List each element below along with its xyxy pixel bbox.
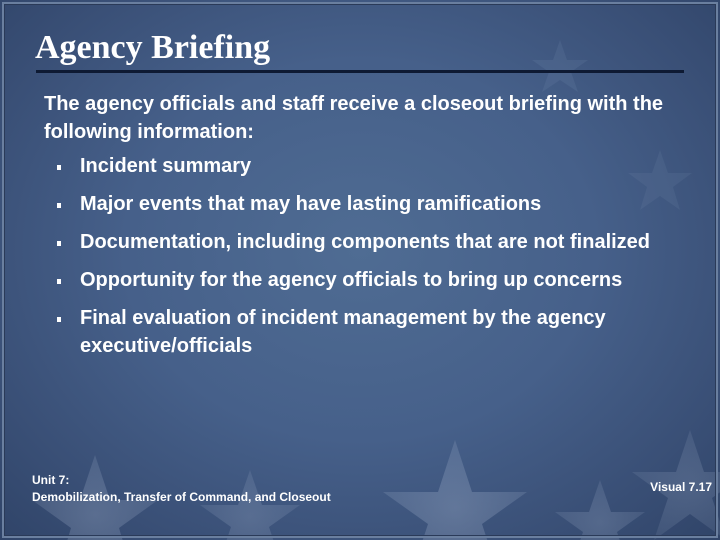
footer-unit-title: Demobilization, Transfer of Command, and Closeout: [32, 490, 331, 504]
star-icon: [555, 480, 645, 540]
star-icon: [383, 440, 527, 540]
bullet-text: Documentation, including components that are not finalized: [80, 231, 651, 253]
bullet-text: Final evaluation of incident management by the agency executive/officials: [80, 307, 606, 357]
bullet-item: [44, 228, 684, 256]
bullet-list: [44, 152, 684, 370]
intro-text: The agency officials and staff receive a closeout briefing with the following information:: [44, 93, 664, 143]
bullet-marker-icon: [57, 317, 61, 322]
bullet-text: Major events that may have lasting ramifications: [80, 193, 542, 215]
bullet-item: [44, 266, 684, 294]
bullet-item: [44, 190, 684, 218]
bullet-marker-icon: [57, 165, 61, 170]
footer-visual-number: Visual 7.17: [650, 480, 712, 494]
bullet-text: Incident summary: [80, 155, 252, 177]
bullet-text: Opportunity for the agency officials to bring up concerns: [80, 269, 623, 291]
bullet-marker-icon: [57, 241, 61, 246]
bullet-marker-icon: [57, 279, 61, 284]
title-underline: [36, 70, 684, 73]
bullet-item: [44, 152, 684, 180]
star-icon: [532, 40, 588, 92]
bullet-item: [44, 304, 684, 360]
slide-title: Agency Briefing: [35, 29, 271, 66]
footer-unit-number: Unit 7:: [32, 473, 70, 487]
footer-unit: [32, 472, 331, 506]
bullet-marker-icon: [57, 203, 61, 208]
